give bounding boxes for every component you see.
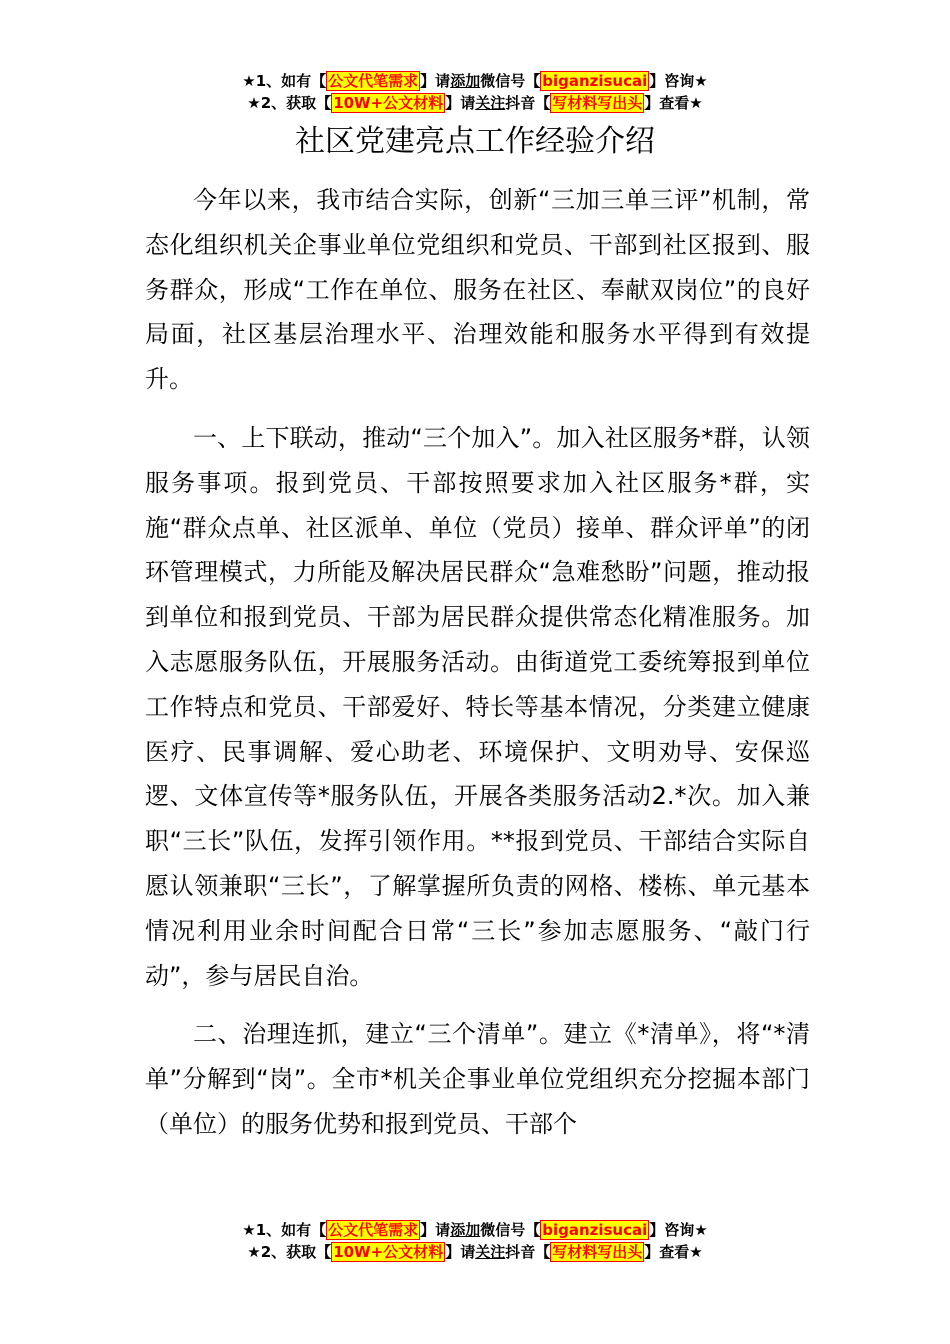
promo-text: 】咨询★ (649, 1221, 708, 1239)
promo-highlight: 10W+公文材料 (333, 1243, 444, 1261)
paragraph-section-2: 二、治理连抓，建立“三个清单”。建立《*清单》，将“*清单”分解到“岗”。全市*机关企事业单位党组织充分挖掘本部门（单位）的服务优势和报到党员、干部个 (145, 1020, 810, 1138)
promo-text: 】请 (445, 1243, 476, 1261)
promo-text: 】查看★ (644, 94, 703, 112)
promo-highlight: 公文代笔需求 (328, 72, 419, 90)
promo-text: 微信号【 (480, 72, 541, 90)
promo-underline: 关注 (475, 94, 506, 112)
promo-highlight: 公文代笔需求 (328, 1221, 419, 1239)
promo-line-1 (0, 1219, 950, 1241)
promo-highlight: biganzisucai (542, 72, 648, 90)
promo-text: ★1、如有【 (242, 1221, 327, 1239)
promo-highlight: 10W+公文材料 (333, 94, 444, 112)
document-title: 社区党建亮点工作经验介绍 (295, 124, 655, 159)
promo-banner-bottom (0, 1219, 950, 1263)
promo-underline: 关注 (475, 1243, 506, 1261)
promo-text: 】查看★ (644, 1243, 703, 1261)
promo-text: 抖音【 (505, 94, 551, 112)
promo-text: 】请 (420, 1221, 451, 1239)
promo-text: 】咨询★ (649, 72, 708, 90)
promo-text: ★2、获取【 (247, 94, 332, 112)
promo-underline: 添加 (450, 1221, 481, 1239)
promo-text: 】请 (445, 94, 476, 112)
paragraph-section-1: 一、上下联动，推动“三个加入”。加入社区服务*群，认领服务事项。报到党员、干部按照要求加入社区服务*群，实施“群众点单、社区派单、单位（党员）接单、群众评单”的闭环管理模式，力所能及解决居民群众“急难愁盼”问题，推动报到单位和报到党员、干部为居民群众提供常态化精准服务。加入志愿服务队伍，开展服务活动。由街道党工委统筹报到单位工作特点和党员、干部爱好、特长等基本情况，分类建立健康医疗、民事调解、爱心助老、环境保护、文明劝导、安保巡逻、文体宣传等*服务队伍，开展各类服务活动2.*次。加入兼职“三长”队伍，发挥引领作用。**报到党员、干部结合实际自愿认领兼职“三长”，了解掌握所负责的网格、楼栋、单元基本情况利用业余时间配合日常“三长”参加志愿服务、“敲门行动”，参与居民自治。 (145, 423, 810, 990)
promo-text: 】请 (420, 72, 451, 90)
promo-text: ★2、获取【 (247, 1243, 332, 1261)
promo-text: ★1、如有【 (242, 72, 327, 90)
promo-line-2 (0, 1241, 950, 1263)
promo-highlight: biganzisucai (542, 1221, 648, 1239)
promo-highlight: 写材料写出头 (552, 1243, 643, 1261)
promo-text: 抖音【 (505, 1243, 551, 1261)
promo-underline: 添加 (450, 72, 481, 90)
document-body (145, 178, 810, 1161)
promo-text: 微信号【 (480, 1221, 541, 1239)
promo-line-1 (0, 70, 950, 92)
promo-line-2 (0, 92, 950, 114)
paragraph-intro: 今年以来，我市结合实际，创新“三加三单三评”机制，常态化组织机关企事业单位党组织和党员、干部到社区报到、服务群众，形成“工作在单位、服务在社区、奉献双岗位”的良好局面，社区基层治理水平、治理效能和服务水平得到有效提升。 (145, 186, 810, 394)
promo-banner-top (0, 70, 950, 114)
promo-highlight: 写材料写出头 (552, 94, 643, 112)
